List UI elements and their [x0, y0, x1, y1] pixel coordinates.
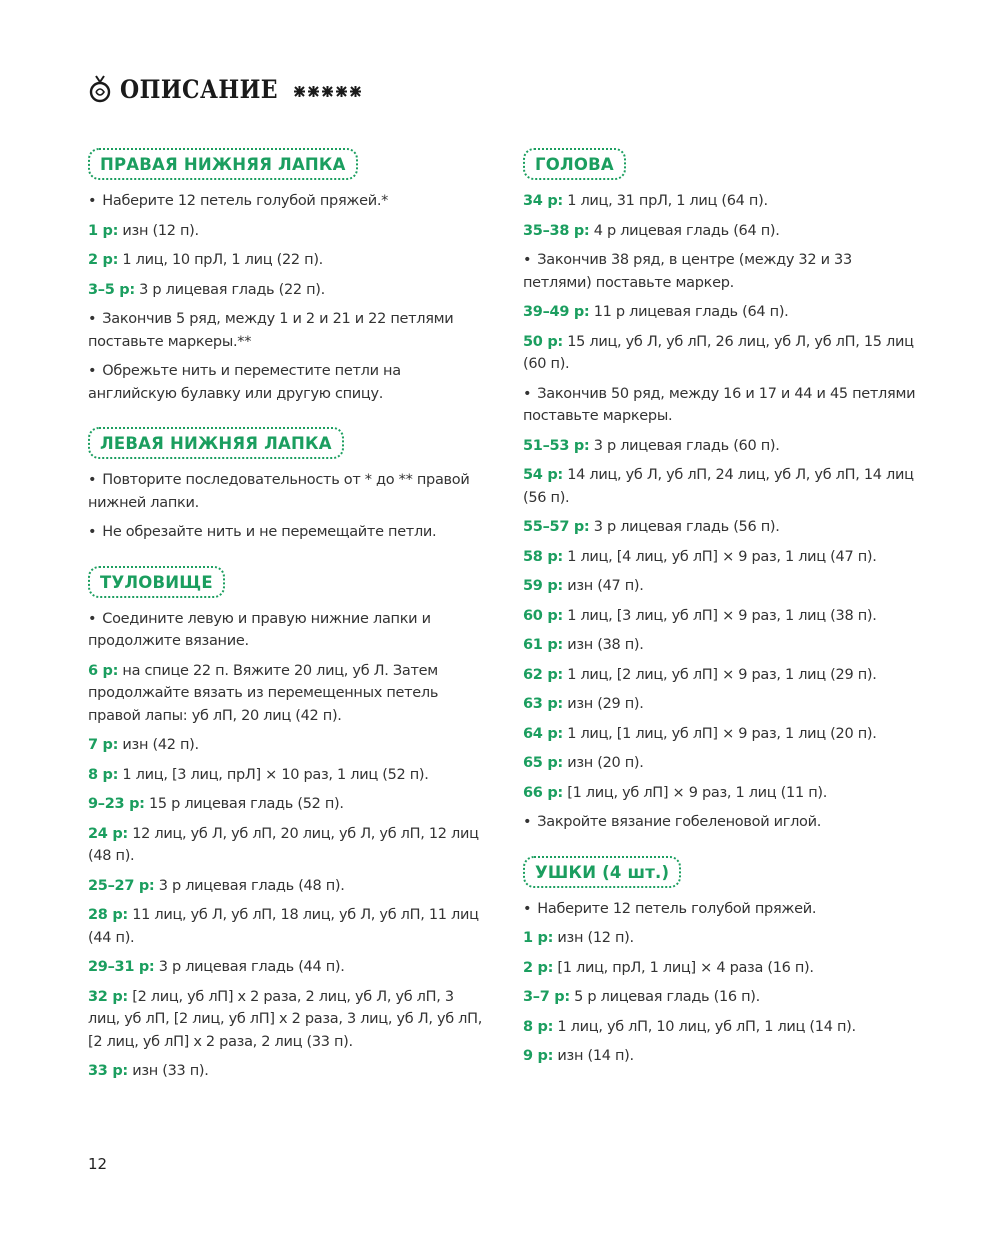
section-title: ПРАВАЯ НИЖНЯЯ ЛАПКА: [88, 148, 358, 180]
row-label: 25–27 р:: [88, 877, 155, 894]
left-column: [88, 148, 488, 1105]
row-label: 34 р:: [523, 193, 563, 209]
section-title: УШКИ (4 шт.): [523, 856, 681, 888]
bullet-note: [523, 249, 923, 294]
row-text: Не обрезайте нить и не перемещайте петли.: [102, 524, 437, 540]
row-label: 60 р:: [523, 607, 563, 624]
row-text: 3 р лицевая гладь (48 п).: [154, 877, 345, 894]
row-instruction: [523, 693, 923, 716]
row-text: 5 р лицевая гладь (16 п).: [569, 989, 760, 1005]
row-label: 3–5 р:: [88, 281, 135, 298]
row-text: 3 р лицевая гладь (44 п).: [154, 959, 345, 975]
cross-star-icon: [294, 86, 305, 97]
instruction-section: [88, 148, 488, 405]
page-number: 12: [88, 1155, 108, 1173]
row-instruction: [523, 752, 923, 775]
bullet-note: [88, 308, 488, 353]
row-instruction: [523, 435, 923, 458]
row-text: изн (38 п).: [562, 637, 644, 653]
row-text: Соедините левую и правую нижние лапки и продолжите вязание.: [88, 610, 431, 649]
cross-star-icon: [322, 86, 333, 97]
bullet-note: [523, 811, 923, 834]
row-text: 3 р лицевая гладь (56 п).: [589, 519, 780, 535]
row-label: 33 р:: [88, 1063, 128, 1079]
row-instruction: [88, 793, 488, 816]
row-instruction: [88, 823, 488, 868]
row-text: [1 лиц, уб лП] × 9 раз, 1 лиц (11 п).: [562, 784, 828, 801]
row-text: изн (42 п).: [118, 737, 199, 753]
row-label: 6 р:: [88, 662, 119, 679]
row-text: 3 р лицевая гладь (60 п).: [589, 437, 780, 454]
row-text: 12 лиц, уб Л, уб лП, 20 лиц, уб Л, уб лП, 12 лиц (48 п).: [88, 825, 479, 864]
bullet-icon: •: [523, 252, 532, 268]
row-text: изн (14 п).: [553, 1048, 634, 1064]
row-label: 39–49 р:: [523, 304, 590, 320]
row-instruction: [88, 904, 488, 949]
bullet-icon: •: [88, 193, 97, 209]
row-text: Обрежьте нить и переместите петли на английскую булавку или другую спицу.: [88, 363, 401, 402]
row-text: Наберите 12 петель голубой пряжей.: [537, 900, 817, 917]
row-text: изн (29 п).: [562, 696, 644, 712]
cross-star-icon: [350, 86, 361, 97]
row-label: 51–53 р:: [523, 437, 590, 454]
row-text: изн (20 п).: [562, 755, 644, 771]
bullet-icon: •: [88, 472, 97, 488]
bullet-note: [88, 360, 488, 405]
row-instruction: [88, 875, 488, 898]
row-label: 8 р:: [88, 766, 119, 783]
instruction-section: [523, 148, 923, 834]
row-instruction: [523, 1016, 923, 1039]
row-label: 63 р:: [523, 696, 563, 712]
row-instruction: [523, 664, 923, 687]
row-instruction: [88, 764, 488, 787]
row-text: 1 лиц, 31 прЛ, 1 лиц (64 п).: [562, 193, 768, 209]
row-label: 61 р:: [523, 637, 563, 653]
row-label: 32 р:: [88, 988, 128, 1005]
bullet-note: [523, 383, 923, 428]
row-text: Повторите последовательность от * до ** правой нижней лапки.: [88, 472, 470, 511]
row-instruction: [88, 220, 488, 243]
row-label: 8 р:: [523, 1018, 554, 1035]
row-instruction: [523, 605, 923, 628]
instruction-section: [88, 427, 488, 544]
bullet-icon: •: [88, 524, 97, 540]
row-text: Закончив 50 ряд, между 16 и 17 и 44 и 45 петлями поставьте маркеры.: [523, 385, 916, 424]
bullet-note: [88, 190, 488, 213]
row-text: 1 лиц, [4 лиц, уб лП] × 9 раз, 1 лиц (47 п).: [562, 548, 877, 565]
bullet-icon: •: [523, 900, 532, 917]
row-label: 65 р:: [523, 755, 563, 771]
row-label: 9–23 р:: [88, 796, 145, 812]
row-instruction: [88, 249, 488, 272]
row-label: 24 р:: [88, 825, 128, 842]
row-text: изн (47 п).: [562, 578, 644, 594]
row-instruction: [88, 279, 488, 302]
cross-star-icon: [336, 86, 347, 97]
row-text: изн (33 п).: [127, 1063, 209, 1079]
row-instruction: [523, 927, 923, 950]
row-label: 66 р:: [523, 784, 563, 801]
row-label: 1 р:: [523, 930, 554, 946]
row-instruction: [523, 723, 923, 746]
yarn-ball-icon: [88, 74, 112, 104]
row-text: 1 лиц, [3 лиц, прЛ] × 10 раз, 1 лиц (52 п).: [118, 766, 429, 783]
row-label: 64 р:: [523, 725, 563, 742]
section-title: ТУЛОВИЩЕ: [88, 566, 225, 598]
bullet-note: [523, 898, 923, 921]
section-title: ГОЛОВА: [523, 148, 626, 180]
row-text: 15 р лицевая гладь (52 п).: [144, 796, 344, 812]
row-text: 1 лиц, [3 лиц, уб лП] × 9 раз, 1 лиц (38 п).: [562, 607, 877, 624]
row-text: Наберите 12 петель голубой пряжей.*: [102, 193, 389, 209]
row-label: 28 р:: [88, 907, 128, 923]
row-instruction: [523, 986, 923, 1009]
row-label: 50 р:: [523, 333, 563, 350]
row-text: 11 лиц, уб Л, уб лП, 18 лиц, уб Л, уб лП, 11 лиц (44 п).: [88, 907, 479, 946]
row-text: [1 лиц, прЛ, 1 лиц] × 4 раза (16 п).: [553, 959, 814, 976]
row-text: на спице 22 п. Вяжите 20 лиц, уб Л. Затем продолжайте вязать из перемещенных петель правой лапы: уб лП, 20 лиц (42 п).: [88, 662, 439, 724]
bullet-icon: •: [88, 610, 97, 627]
row-label: 7 р:: [88, 737, 119, 753]
row-text: 1 лиц, уб лП, 10 лиц, уб лП, 1 лиц (14 п).: [553, 1018, 856, 1035]
row-text: 11 р лицевая гладь (64 п).: [589, 304, 789, 320]
instruction-section: [523, 856, 923, 1068]
bullet-note: [88, 521, 488, 544]
row-instruction: [523, 546, 923, 569]
row-instruction: [523, 575, 923, 598]
row-label: 54 р:: [523, 467, 563, 483]
row-text: изн (12 п).: [553, 930, 634, 946]
instruction-section: [88, 566, 488, 1083]
row-instruction: [88, 660, 488, 728]
row-label: 62 р:: [523, 666, 563, 683]
page-title: ОПИСАНИЕ: [120, 74, 279, 104]
row-instruction: [523, 220, 923, 243]
row-label: 9 р:: [523, 1048, 554, 1064]
row-instruction: [523, 634, 923, 657]
bullet-note: [88, 608, 488, 653]
row-text: 1 лиц, [1 лиц, уб лП] × 9 раз, 1 лиц (20 п).: [562, 725, 877, 742]
row-label: 2 р:: [523, 959, 554, 976]
row-label: 2 р:: [88, 252, 119, 268]
row-label: 29–31 р:: [88, 959, 155, 975]
row-label: 58 р:: [523, 548, 563, 565]
row-text: 3 р лицевая гладь (22 п).: [134, 281, 325, 298]
row-text: Закончив 5 ряд, между 1 и 2 и 21 и 22 петлями поставьте маркеры.**: [88, 311, 454, 350]
row-label: 35–38 р:: [523, 222, 590, 239]
row-instruction: [88, 986, 488, 1054]
row-label: 55–57 р:: [523, 519, 590, 535]
section-title: ЛЕВАЯ НИЖНЯЯ ЛАПКА: [88, 427, 344, 459]
row-instruction: [88, 956, 488, 979]
row-text: 4 р лицевая гладь (64 п).: [589, 222, 780, 239]
row-instruction: [523, 331, 923, 376]
row-text: изн (12 п).: [118, 222, 199, 239]
row-text: Закончив 38 ряд, в центре (между 32 и 33 петлями) поставьте маркер.: [523, 252, 852, 291]
row-text: 1 лиц, [2 лиц, уб лП] × 9 раз, 1 лиц (29 п).: [562, 666, 877, 683]
row-text: 14 лиц, уб Л, уб лП, 24 лиц, уб Л, уб лП, 14 лиц (56 п).: [523, 467, 914, 506]
row-label: 3–7 р:: [523, 989, 570, 1005]
row-label: 59 р:: [523, 578, 563, 594]
row-instruction: [523, 464, 923, 509]
row-label: 1 р:: [88, 222, 119, 239]
row-text: 15 лиц, уб Л, уб лП, 26 лиц, уб Л, уб лП, 15 лиц (60 п).: [523, 333, 914, 372]
row-instruction: [88, 734, 488, 757]
row-text: [2 лиц, уб лП] х 2 раза, 2 лиц, уб Л, уб лП, 3 лиц, уб лП, [2 лиц, уб лП] х 2 раза, 3 лиц, уб Л, уб лП, [2 лиц, уб лП] х 2 раза, 2 лиц (33 п).: [88, 988, 483, 1050]
row-instruction: [523, 190, 923, 213]
page-header: [88, 74, 364, 104]
bullet-icon: •: [88, 311, 97, 327]
bullet-icon: •: [523, 814, 532, 830]
decorative-stars: [294, 86, 364, 97]
row-text: 1 лиц, 10 прЛ, 1 лиц (22 п).: [118, 252, 323, 268]
row-instruction: [523, 782, 923, 805]
bullet-icon: •: [88, 363, 97, 379]
row-instruction: [523, 957, 923, 980]
right-column: [523, 148, 923, 1090]
bullet-icon: •: [523, 385, 532, 402]
bullet-note: [88, 469, 488, 514]
row-instruction: [523, 516, 923, 539]
row-instruction: [88, 1060, 488, 1083]
cross-star-icon: [308, 86, 319, 97]
row-instruction: [523, 301, 923, 324]
row-text: Закройте вязание гобеленовой иглой.: [537, 814, 822, 830]
row-instruction: [523, 1045, 923, 1068]
